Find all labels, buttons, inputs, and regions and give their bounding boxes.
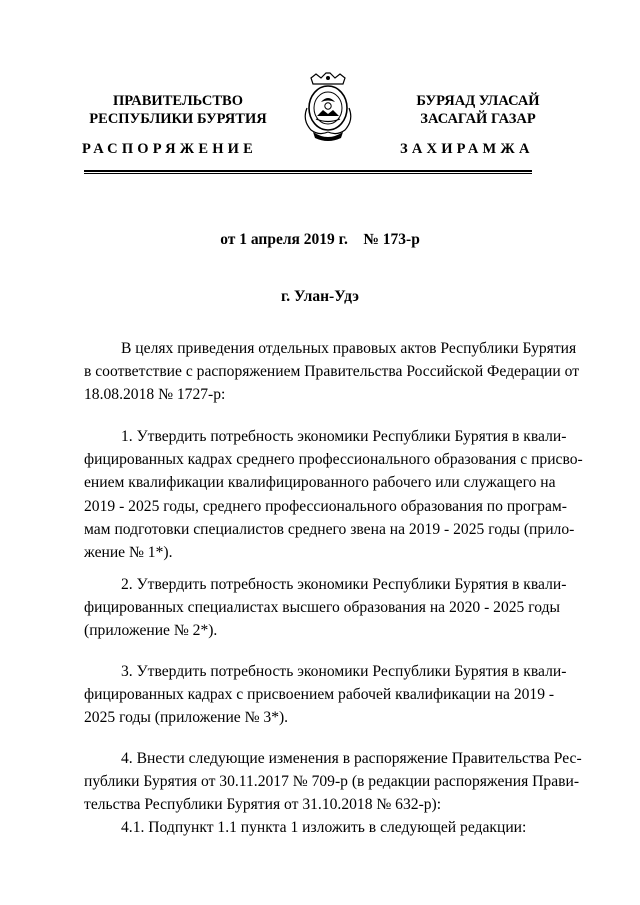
issuer-russian [78,92,278,128]
paragraph-line: 3. Утвердить потребность экономики Республики Бурятия в квали- [121,663,567,680]
order-city: г. Улан-Удэ [280,288,359,305]
order-date-line [0,231,640,249]
order-date: от 1 апреля 2019 г. [220,231,348,248]
order-number: № 173-р [363,231,420,248]
issuer-buryat [378,92,578,128]
paragraph-line: фицированных специалистах высшего образования на 2020 - 2025 годы [84,599,561,617]
header-rule-thin [84,173,532,174]
paragraph-line: фицированных кадрах среднего профессионального образования с присво- [84,451,583,469]
paragraph-line: В целях приведения отдельных правовых актов Республики Бурятия [121,340,577,357]
coat-of-arms-icon [299,72,357,146]
paragraph-line: фицированных кадрах с присвоением рабочей квалификации на 2019 - [84,686,555,704]
paragraph-item-4 [84,747,582,817]
paragraph-line: 4.1. Подпункт 1.1 пункта 1 изложить в следующей редакции: [121,819,527,836]
paragraph-item-3 [84,660,567,730]
paragraph-line: 18.08.2018 № 1727-р: [84,386,226,404]
paragraph-line: (приложение № 2*). [84,622,218,640]
paragraph-line: тельства Республики Бурятия от 31.10.2018 № 632-р): [84,796,442,814]
paragraph-line: в соответствие с распоряжением Правительства Российской Федерации от [84,363,580,381]
issuer-buryat-line-1: БУРЯАД УЛАСАЙ [416,93,540,109]
paragraph-line: мам подготовки специалистов среднего звена на 2019 - 2025 годы (прило- [84,520,575,538]
header-rule-thick [84,170,532,172]
paragraph-line: публики Бурятия от 30.11.2017 № 709-р (в редакции распоряжения Прави- [84,773,580,791]
paragraph-line: 4. Внести следующие изменения в распоряжение Правительства Рес- [121,750,582,767]
paragraph-line: 2025 годы (приложение № 3*). [84,709,289,727]
act-type-russian: РАСПОРЯЖЕНИЕ [82,141,258,157]
issuer-russian-line-2: РЕСПУБЛИКИ БУРЯТИЯ [89,111,267,127]
paragraph-item-4-1 [84,816,533,839]
issuer-buryat-line-2: ЗАСАГАЙ ГАЗАР [420,111,536,127]
paragraph-line: 1. Утвердить потребность экономики Республики Бурятия в квали- [121,428,567,445]
act-type-buryat: ЗАХИРАМЖА [400,141,534,157]
paragraph-line: 2. Утвердить потребность экономики Республики Бурятия в квали- [121,576,567,593]
paragraph-item-2 [84,573,567,643]
issuer-russian-line-1: ПРАВИТЕЛЬСТВО [113,93,243,109]
paragraph-line: ением квалификации квалифицированного рабочего или служащего на [84,474,556,492]
paragraph-item-1 [84,425,583,564]
paragraph-line: жение № 1*). [84,544,173,562]
paragraph-line: 2019 - 2025 годы, среднего профессионального образования по програм- [84,497,567,515]
paragraph-preamble [84,337,580,407]
